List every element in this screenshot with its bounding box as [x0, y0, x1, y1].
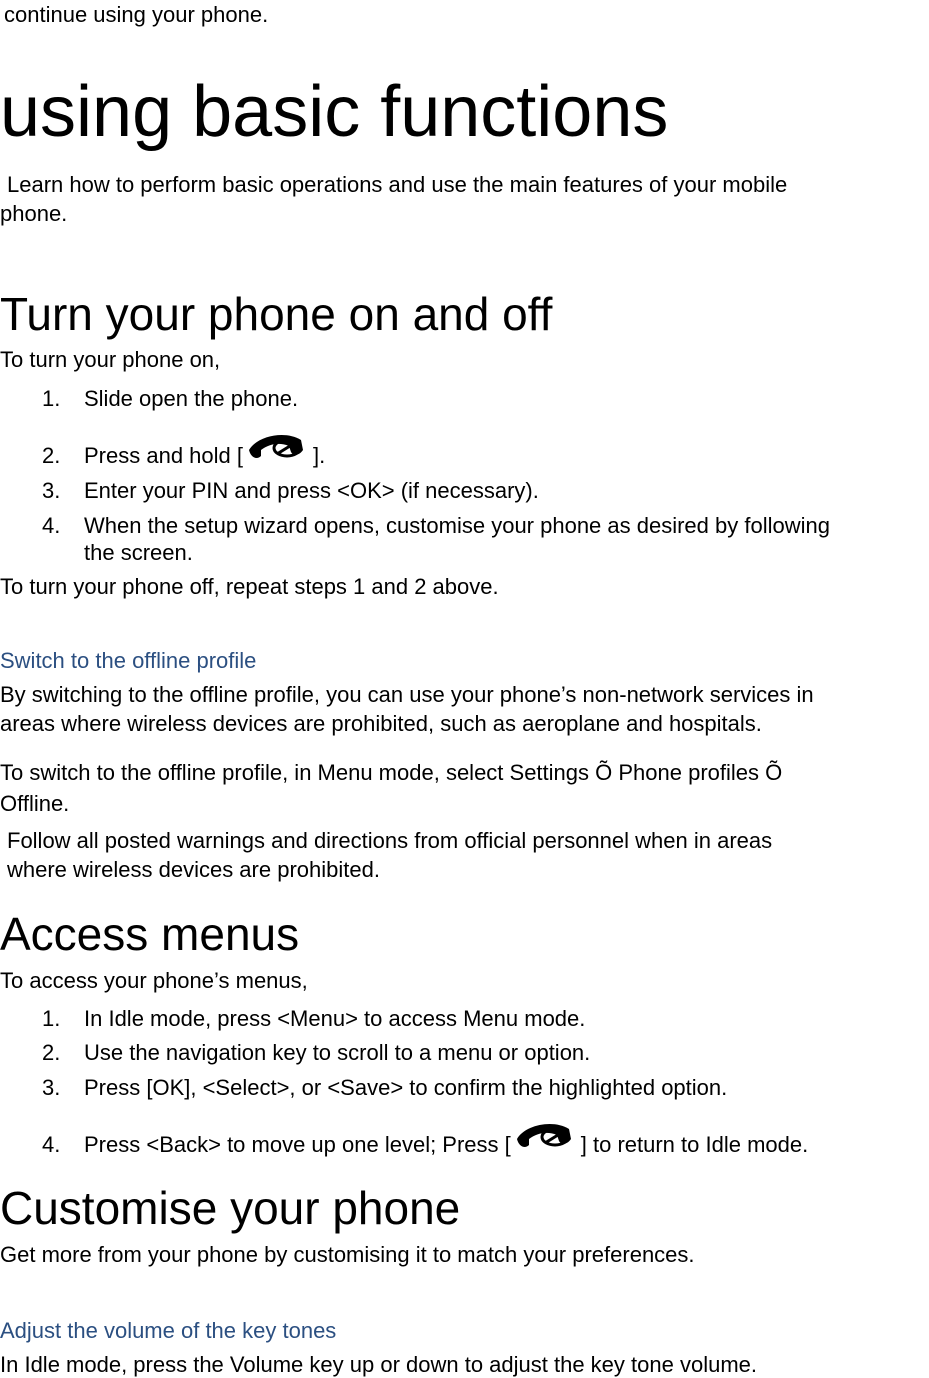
step-text: In Idle mode, press <Menu> to access Menu mode. — [84, 1006, 586, 1031]
step-text-after: ]. — [312, 443, 326, 468]
end-call-icon — [511, 1115, 581, 1155]
warning-line1: Follow all posted warnings and directions from official personnel when in areas — [7, 828, 773, 853]
heading-access-menus: Access menus — [0, 908, 300, 960]
intro-fragment: continue using your phone. — [4, 2, 269, 27]
step-text: Use the navigation key to scroll to a menu or option. — [84, 1040, 591, 1065]
step-number: 2. — [42, 443, 61, 468]
step-number: 4. — [42, 1132, 61, 1157]
step-text: Enter your PIN and press <OK> (if necessary). — [84, 478, 539, 503]
menus-lead: To access your phone’s menus, — [0, 968, 308, 993]
step-text-before: Press <Back> to move up one level; Press [ — [84, 1132, 511, 1157]
step-text-before: Press and hold [ — [84, 443, 243, 468]
warning-line2: where wireless devices are prohibited. — [7, 857, 380, 882]
step-number: 1. — [42, 1006, 61, 1031]
step-text-with-icon — [84, 1134, 808, 1156]
step-text-after: ] to return to Idle mode. — [580, 1132, 809, 1157]
step-number: 3. — [42, 478, 61, 503]
step-number: 4. — [42, 513, 61, 538]
end-call-icon — [243, 426, 313, 466]
offline-para2-line2: Offline. — [0, 791, 70, 816]
offline-para1-line2: areas where wireless devices are prohibited, such as aeroplane and hospitals. — [0, 711, 762, 736]
step-number: 2. — [42, 1040, 61, 1065]
step-text-with-icon — [84, 445, 325, 467]
step-number: 1. — [42, 386, 61, 411]
heading-offline: Switch to the offline profile — [0, 648, 257, 673]
offline-para2-line1: To switch to the offline profile, in Menu mode, select Settings Õ Phone profiles Õ — [0, 760, 783, 785]
turn-on-lead: To turn your phone on, — [0, 347, 221, 372]
page-title: using basic functions — [0, 72, 669, 152]
heading-customise: Customise your phone — [0, 1182, 461, 1234]
heading-turn-on-off: Turn your phone on and off — [0, 288, 553, 340]
key-tones-text: In Idle mode, press the Volume key up or down to adjust the key tone volume. — [0, 1352, 757, 1377]
offline-para1-line1: By switching to the offline profile, you can use your phone’s non-network services in — [0, 682, 814, 707]
intro-line-1: Learn how to perform basic operations and use the main features of your mobile — [7, 172, 788, 197]
step-text-cont: the screen. — [84, 540, 193, 565]
turn-off-text: To turn your phone off, repeat steps 1 and 2 above. — [0, 574, 499, 599]
intro-line-2: phone. — [0, 201, 68, 226]
step-number: 3. — [42, 1075, 61, 1100]
step-text: Slide open the phone. — [84, 386, 299, 411]
heading-key-tones: Adjust the volume of the key tones — [0, 1318, 337, 1343]
step-text: When the setup wizard opens, customise your phone as desired by following — [84, 513, 830, 538]
customise-lead: Get more from your phone by customising it to match your preferences. — [0, 1242, 695, 1267]
step-text: Press [OK], <Select>, or <Save> to confirm the highlighted option. — [84, 1075, 728, 1100]
